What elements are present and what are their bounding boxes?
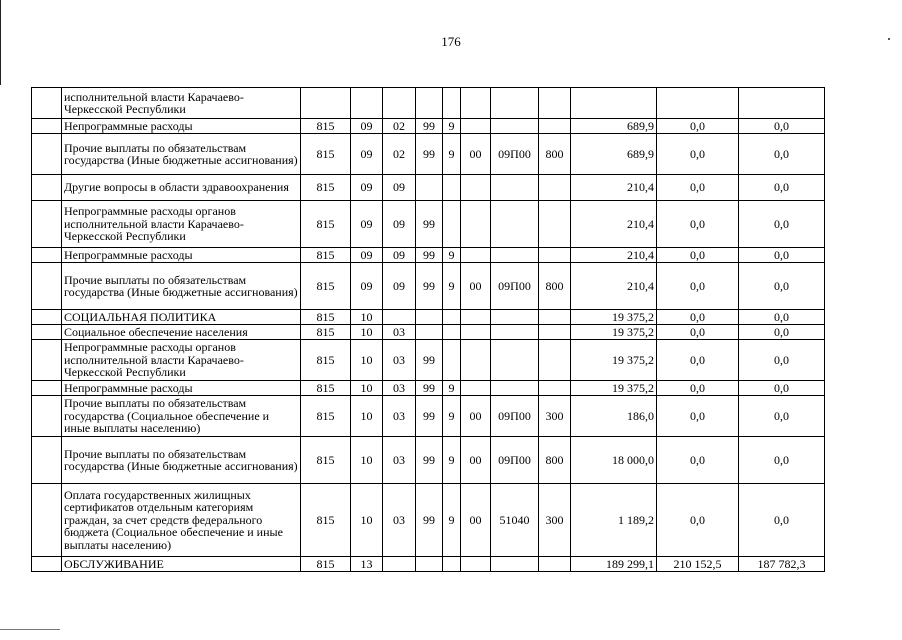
- cell-grbs: 815: [301, 557, 351, 572]
- cell-section: 10: [351, 325, 383, 340]
- cell-subprogram: 9: [443, 134, 461, 175]
- table-row: [32, 340, 825, 381]
- cell-amount-year3: 0,0: [739, 263, 825, 310]
- cell-section: 10: [351, 340, 383, 381]
- cell-subprogram: 9: [443, 484, 461, 557]
- row-name: Социальное обеспечение населения: [62, 325, 301, 340]
- cell-blank: [32, 437, 62, 484]
- cell-amount-year3: 0,0: [739, 325, 825, 340]
- cell-amount-year3: 0,0: [739, 340, 825, 381]
- cell-section: 09: [351, 201, 383, 248]
- cell-blank: [32, 263, 62, 310]
- cell-main-event: [461, 248, 491, 263]
- page-number: 176: [441, 34, 461, 49]
- cell-section: 10: [351, 437, 383, 484]
- cell-amount-year3: 0,0: [739, 175, 825, 201]
- cell-main-event: [461, 557, 491, 572]
- cell-direction: [491, 340, 539, 381]
- cell-subprogram: 9: [443, 381, 461, 396]
- cell-program: 99: [416, 340, 443, 381]
- cell-amount-year2: 0,0: [657, 119, 739, 134]
- cell-subprogram: [443, 175, 461, 201]
- cell-section: 13: [351, 557, 383, 572]
- table-row: [32, 119, 825, 134]
- cell-subsection: 03: [383, 437, 416, 484]
- cell-subprogram: [443, 557, 461, 572]
- cell-blank: [32, 340, 62, 381]
- cell-subprogram: [443, 325, 461, 340]
- cell-amount-year1: 18 000,0: [571, 437, 657, 484]
- cell-subsection: 09: [383, 263, 416, 310]
- table-row: [32, 310, 825, 325]
- cell-grbs: 815: [301, 248, 351, 263]
- cell-program: [416, 88, 443, 119]
- cell-amount-year3: 0,0: [739, 201, 825, 248]
- cell-direction: 09П00: [491, 134, 539, 175]
- cell-main-event: 00: [461, 134, 491, 175]
- cell-amount-year1: 210,4: [571, 201, 657, 248]
- cell-amount-year1: 186,0: [571, 396, 657, 437]
- cell-blank: [32, 381, 62, 396]
- cell-expense-type: [539, 88, 571, 119]
- cell-grbs: 815: [301, 437, 351, 484]
- cell-expense-type: [539, 381, 571, 396]
- cell-section: 09: [351, 263, 383, 310]
- row-name: ОБСЛУЖИВАНИЕ: [62, 557, 301, 572]
- cell-amount-year2: 0,0: [657, 325, 739, 340]
- cell-amount-year3: 0,0: [739, 484, 825, 557]
- cell-main-event: 00: [461, 437, 491, 484]
- budget-table: [31, 87, 825, 572]
- cell-amount-year2: 0,0: [657, 175, 739, 201]
- cell-grbs: 815: [301, 340, 351, 381]
- cell-section: 09: [351, 175, 383, 201]
- table-row: [32, 437, 825, 484]
- cell-blank: [32, 310, 62, 325]
- cell-expense-type: 300: [539, 396, 571, 437]
- cell-program: 99: [416, 396, 443, 437]
- row-name: Прочие выплаты по обязательствам государства (Иные бюджетные ассигнования): [62, 134, 301, 175]
- cell-subprogram: 9: [443, 437, 461, 484]
- row-name: Непрограммные расходы: [62, 248, 301, 263]
- cell-main-event: [461, 201, 491, 248]
- cell-program: [416, 557, 443, 572]
- cell-blank: [32, 484, 62, 557]
- cell-section: 10: [351, 396, 383, 437]
- cell-amount-year1: 19 375,2: [571, 381, 657, 396]
- cell-subprogram: 9: [443, 248, 461, 263]
- cell-amount-year3: 0,0: [739, 248, 825, 263]
- cell-program: 99: [416, 437, 443, 484]
- cell-subprogram: [443, 201, 461, 248]
- table-row: [32, 248, 825, 263]
- cell-main-event: [461, 88, 491, 119]
- cell-direction: 09П00: [491, 396, 539, 437]
- row-name: Непрограммные расходы органов исполнительной власти Карачаево-Черкесской Республики: [62, 201, 301, 248]
- cell-subsection: 02: [383, 119, 416, 134]
- table-row: [32, 201, 825, 248]
- cell-direction: [491, 310, 539, 325]
- cell-grbs: [301, 88, 351, 119]
- cell-subsection: [383, 310, 416, 325]
- cell-grbs: 815: [301, 119, 351, 134]
- scan-edge-line: [0, 629, 60, 630]
- cell-direction: [491, 381, 539, 396]
- cell-main-event: [461, 175, 491, 201]
- cell-blank: [32, 396, 62, 437]
- cell-direction: [491, 119, 539, 134]
- cell-section: [351, 88, 383, 119]
- cell-section: 10: [351, 310, 383, 325]
- table-row: [32, 134, 825, 175]
- cell-blank: [32, 248, 62, 263]
- cell-amount-year2: 0,0: [657, 263, 739, 310]
- table-row: [32, 175, 825, 201]
- cell-subsection: [383, 557, 416, 572]
- cell-amount-year2: 0,0: [657, 381, 739, 396]
- cell-subsection: 03: [383, 381, 416, 396]
- cell-subsection: 09: [383, 248, 416, 263]
- cell-section: 10: [351, 484, 383, 557]
- row-name: исполнительной власти Карачаево-Черкесской Республики: [62, 88, 301, 119]
- cell-section: 09: [351, 134, 383, 175]
- cell-program: 99: [416, 119, 443, 134]
- cell-blank: [32, 88, 62, 119]
- cell-amount-year1: 189 299,1: [571, 557, 657, 572]
- cell-program: 99: [416, 201, 443, 248]
- cell-subsection: 03: [383, 340, 416, 381]
- cell-subsection: [383, 88, 416, 119]
- cell-program: 99: [416, 248, 443, 263]
- cell-grbs: 815: [301, 134, 351, 175]
- cell-amount-year3: 0,0: [739, 310, 825, 325]
- cell-amount-year2: 0,0: [657, 134, 739, 175]
- cell-blank: [32, 557, 62, 572]
- cell-amount-year2: [657, 88, 739, 119]
- cell-amount-year2: 210 152,5: [657, 557, 739, 572]
- table-row: [32, 557, 825, 572]
- row-name: Другие вопросы в области здравоохранения: [62, 175, 301, 201]
- cell-amount-year1: 1 189,2: [571, 484, 657, 557]
- cell-program: [416, 175, 443, 201]
- cell-program: 99: [416, 263, 443, 310]
- cell-expense-type: [539, 325, 571, 340]
- cell-expense-type: [539, 557, 571, 572]
- table-row: [32, 396, 825, 437]
- cell-amount-year1: 19 375,2: [571, 325, 657, 340]
- cell-expense-type: [539, 340, 571, 381]
- cell-direction: [491, 248, 539, 263]
- cell-main-event: [461, 119, 491, 134]
- cell-amount-year2: 0,0: [657, 484, 739, 557]
- cell-direction: 51040: [491, 484, 539, 557]
- cell-amount-year1: 210,4: [571, 263, 657, 310]
- cell-grbs: 815: [301, 381, 351, 396]
- cell-blank: [32, 134, 62, 175]
- row-name: Непрограммные расходы: [62, 381, 301, 396]
- table-row: [32, 484, 825, 557]
- table-row: [32, 381, 825, 396]
- cell-program: [416, 325, 443, 340]
- cell-program: 99: [416, 134, 443, 175]
- cell-subsection: 09: [383, 175, 416, 201]
- cell-amount-year3: 0,0: [739, 437, 825, 484]
- cell-amount-year3: 0,0: [739, 119, 825, 134]
- cell-program: 99: [416, 484, 443, 557]
- cell-direction: [491, 325, 539, 340]
- cell-subprogram: 9: [443, 119, 461, 134]
- cell-direction: [491, 88, 539, 119]
- row-name: Непрограммные расходы органов исполнительной власти Карачаево-Черкесской Республики: [62, 340, 301, 381]
- cell-main-event: 00: [461, 396, 491, 437]
- cell-subsection: 03: [383, 396, 416, 437]
- cell-blank: [32, 325, 62, 340]
- cell-amount-year2: 0,0: [657, 340, 739, 381]
- cell-amount-year1: 19 375,2: [571, 310, 657, 325]
- cell-expense-type: [539, 201, 571, 248]
- cell-amount-year3: 0,0: [739, 134, 825, 175]
- cell-direction: 09П00: [491, 437, 539, 484]
- cell-program: 99: [416, 381, 443, 396]
- cell-grbs: 815: [301, 484, 351, 557]
- cell-amount-year3: 187 782,3: [739, 557, 825, 572]
- table-row: [32, 88, 825, 119]
- cell-subprogram: 9: [443, 396, 461, 437]
- cell-amount-year2: 0,0: [657, 396, 739, 437]
- cell-blank: [32, 175, 62, 201]
- cell-program: [416, 310, 443, 325]
- cell-expense-type: 800: [539, 263, 571, 310]
- cell-direction: 09П00: [491, 263, 539, 310]
- cell-subprogram: [443, 340, 461, 381]
- cell-subsection: 09: [383, 201, 416, 248]
- cell-expense-type: 800: [539, 134, 571, 175]
- cell-subsection: 03: [383, 325, 416, 340]
- cell-blank: [32, 119, 62, 134]
- cell-main-event: 00: [461, 263, 491, 310]
- table-row: [32, 263, 825, 310]
- cell-amount-year1: 19 375,2: [571, 340, 657, 381]
- row-name: Непрограммные расходы: [62, 119, 301, 134]
- cell-grbs: 815: [301, 263, 351, 310]
- cell-amount-year1: 210,4: [571, 248, 657, 263]
- row-name: Прочие выплаты по обязательствам государства (Социальное обеспечение и иные выплаты населению): [62, 396, 301, 437]
- cell-direction: [491, 557, 539, 572]
- cell-expense-type: [539, 248, 571, 263]
- cell-amount-year1: 210,4: [571, 175, 657, 201]
- cell-grbs: 815: [301, 175, 351, 201]
- cell-grbs: 815: [301, 396, 351, 437]
- cell-main-event: [461, 310, 491, 325]
- cell-amount-year1: 689,9: [571, 119, 657, 134]
- cell-expense-type: 300: [539, 484, 571, 557]
- cell-direction: [491, 201, 539, 248]
- cell-grbs: 815: [301, 310, 351, 325]
- cell-grbs: 815: [301, 325, 351, 340]
- cell-main-event: [461, 340, 491, 381]
- cell-amount-year3: [739, 88, 825, 119]
- cell-main-event: 00: [461, 484, 491, 557]
- cell-amount-year2: 0,0: [657, 248, 739, 263]
- cell-amount-year3: 0,0: [739, 396, 825, 437]
- cell-subprogram: [443, 310, 461, 325]
- cell-subsection: 03: [383, 484, 416, 557]
- row-name: Оплата государственных жилищных сертификатов отдельным категориям граждан, за счет средств федерального бюджета (Социальное обеспечение и иные выплаты населению): [62, 484, 301, 557]
- table-row: [32, 325, 825, 340]
- cell-expense-type: [539, 310, 571, 325]
- cell-blank: [32, 201, 62, 248]
- row-name: Прочие выплаты по обязательствам государства (Иные бюджетные ассигнования): [62, 263, 301, 310]
- cell-expense-type: [539, 119, 571, 134]
- cell-subprogram: 9: [443, 263, 461, 310]
- cell-subsection: 02: [383, 134, 416, 175]
- cell-amount-year3: 0,0: [739, 381, 825, 396]
- cell-expense-type: [539, 175, 571, 201]
- row-name: СОЦИАЛЬНАЯ ПОЛИТИКА: [62, 310, 301, 325]
- cell-section: 09: [351, 248, 383, 263]
- cell-section: 09: [351, 119, 383, 134]
- cell-main-event: [461, 381, 491, 396]
- cell-subprogram: [443, 88, 461, 119]
- row-name: Прочие выплаты по обязательствам государства (Иные бюджетные ассигнования): [62, 437, 301, 484]
- cell-amount-year1: [571, 88, 657, 119]
- cell-direction: [491, 175, 539, 201]
- cell-amount-year2: 0,0: [657, 310, 739, 325]
- cell-amount-year2: 0,0: [657, 201, 739, 248]
- cell-amount-year2: 0,0: [657, 437, 739, 484]
- cell-main-event: [461, 325, 491, 340]
- cell-amount-year1: 689,9: [571, 134, 657, 175]
- cell-grbs: 815: [301, 201, 351, 248]
- cell-expense-type: 800: [539, 437, 571, 484]
- cell-section: 10: [351, 381, 383, 396]
